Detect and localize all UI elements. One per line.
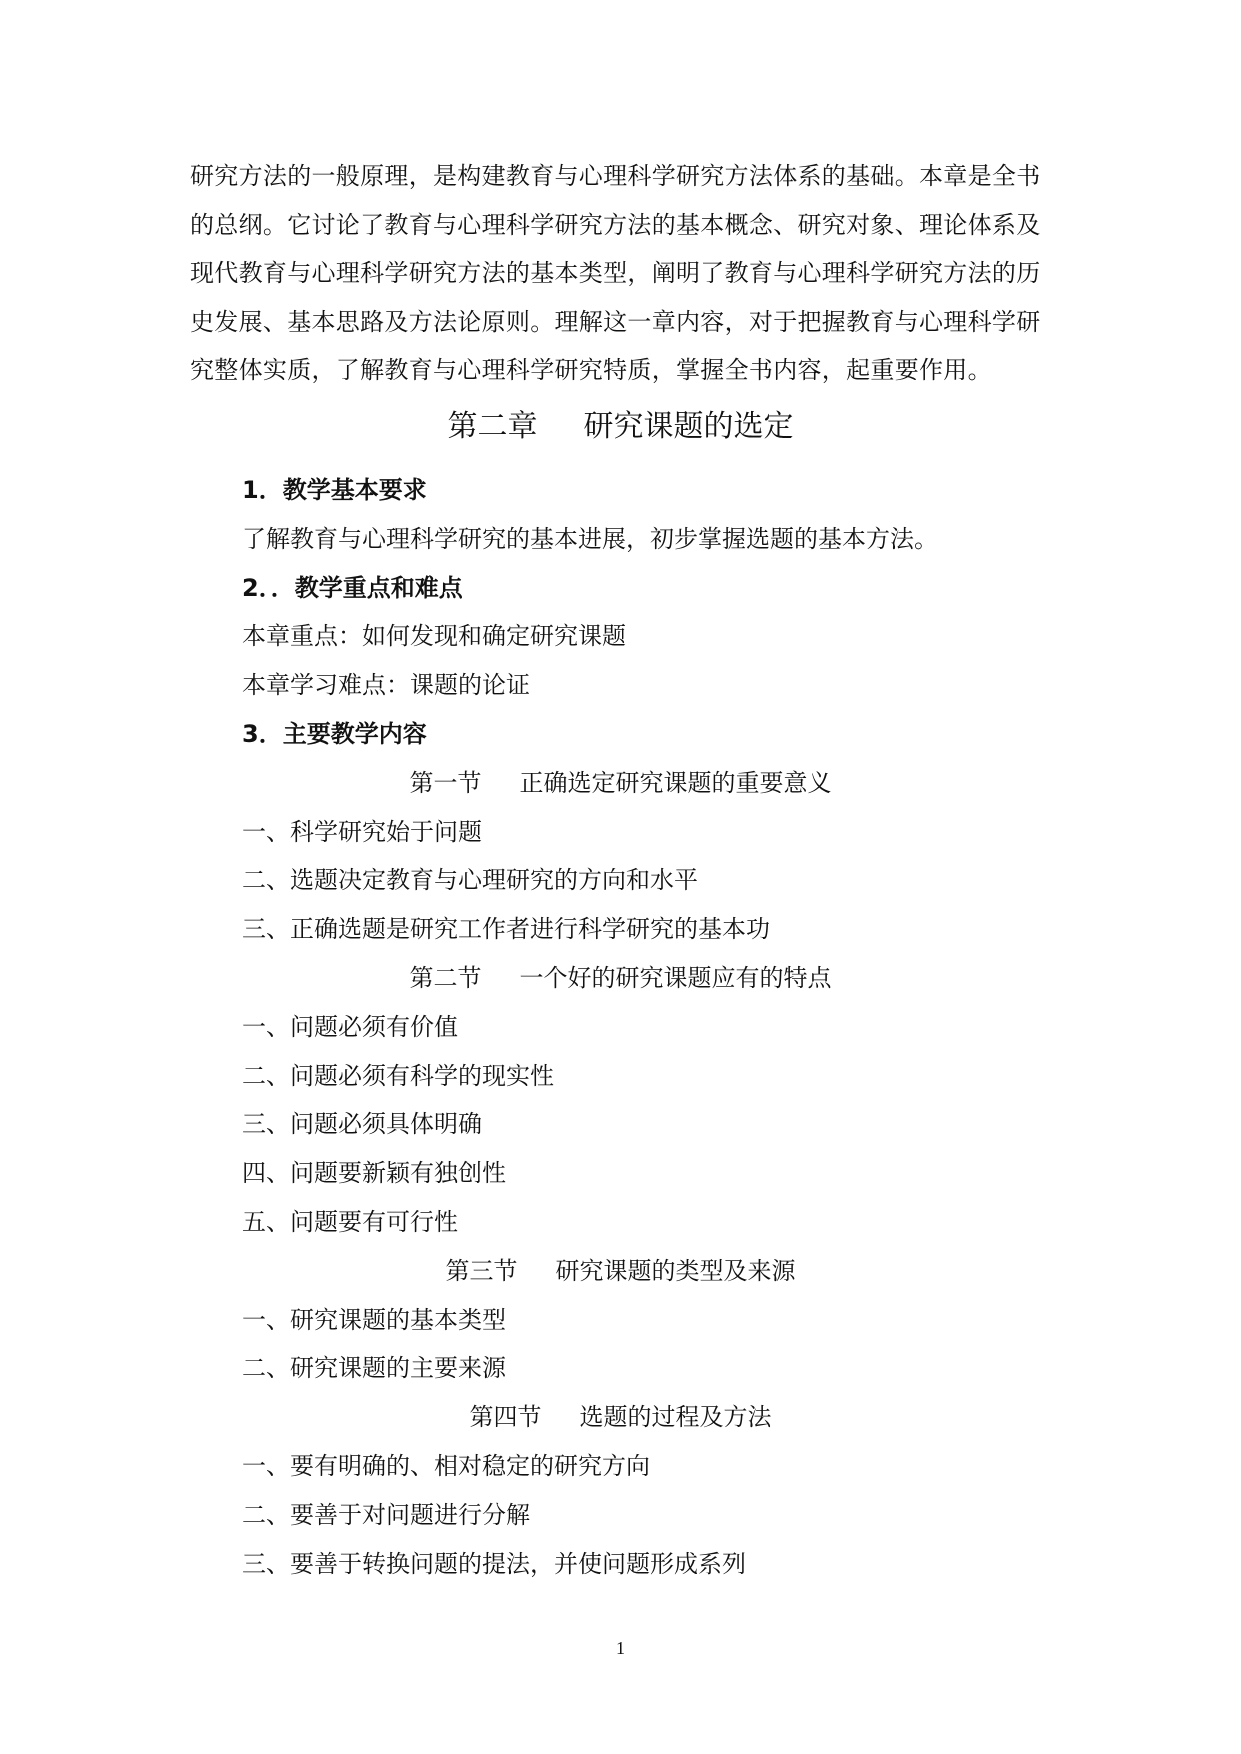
- list-item: 一、问题必须有价值: [242, 1012, 458, 1041]
- list-item: 一、要有明确的、相对稳定的研究方向: [242, 1451, 650, 1480]
- section-title: 选题的过程及方法: [579, 1403, 772, 1432]
- intro-line: 的总纲。它讨论了教育与心理科学研究方法的基本概念、研究对象、理论体系及: [190, 210, 1041, 239]
- list-item: 二、选题决定教育与心理研究的方向和水平: [242, 866, 698, 895]
- requirements-heading: 1．教学基本要求: [242, 476, 427, 504]
- list-item: 三、要善于转换问题的提法，并使问题形成系列: [242, 1549, 746, 1578]
- chapter-name: 研究课题的选定: [583, 409, 794, 444]
- section-title: 研究课题的类型及来源: [555, 1256, 796, 1285]
- section-heading: [0, 1393, 1241, 1442]
- content-heading: 3．主要教学内容: [242, 719, 427, 748]
- section-number: 第二节: [409, 963, 482, 992]
- list-item: 三、问题必须具体明确: [242, 1110, 482, 1139]
- list-item: 二、要善于对问题进行分解: [242, 1500, 530, 1529]
- list-item: 二、研究课题的主要来源: [242, 1354, 506, 1383]
- section-number: 第四节: [469, 1403, 542, 1432]
- intro-paragraph: [190, 152, 1060, 395]
- chapter-body: [242, 466, 1122, 1588]
- section-title: 一个好的研究课题应有的特点: [519, 963, 832, 992]
- intro-line: 研究方法的一般原理，是构建教育与心理科学研究方法体系的基础。本章是全书: [190, 162, 1041, 190]
- list-item: 三、正确选题是研究工作者进行科学研究的基本功: [242, 915, 770, 944]
- section-title: 正确选定研究课题的重要意义: [519, 768, 832, 797]
- requirements-text: 了解教育与心理科学研究的基本进展，初步掌握选题的基本方法。: [242, 524, 938, 553]
- list-item: 一、科学研究始于问题: [242, 817, 482, 846]
- key-points-difficulty: 本章学习难点：课题的论证: [242, 671, 530, 700]
- list-item: 二、问题必须有科学的现实性: [242, 1061, 554, 1090]
- list-item: 五、问题要有可行性: [242, 1207, 458, 1236]
- key-points-focus: 本章重点：如何发现和确定研究课题: [242, 622, 626, 651]
- list-item: 一、研究课题的基本类型: [242, 1305, 506, 1334]
- page-number: 1: [616, 1638, 625, 1658]
- intro-line: 究整体实质，了解教育与心理科学研究特质，掌握全书内容，起重要作用。: [190, 356, 992, 384]
- section-heading: [0, 759, 1241, 808]
- intro-line: 史发展、基本思路及方法论原则。理解这一章内容，对于把握教育与心理科学研: [190, 307, 1041, 336]
- list-item: 四、问题要新颖有独创性: [242, 1159, 506, 1188]
- chapter-number: 第二章: [447, 409, 538, 444]
- chapter-title: [0, 405, 1241, 449]
- intro-line: 现代教育与心理科学研究方法的基本类型，阐明了教育与心理科学研究方法的历: [190, 259, 1041, 287]
- section-number: 第三节: [445, 1256, 518, 1285]
- key-points-heading: 2．．教学重点和难点: [242, 573, 463, 602]
- section-number: 第一节: [409, 768, 482, 797]
- section-heading: [0, 954, 1241, 1003]
- section-heading: [0, 1247, 1241, 1296]
